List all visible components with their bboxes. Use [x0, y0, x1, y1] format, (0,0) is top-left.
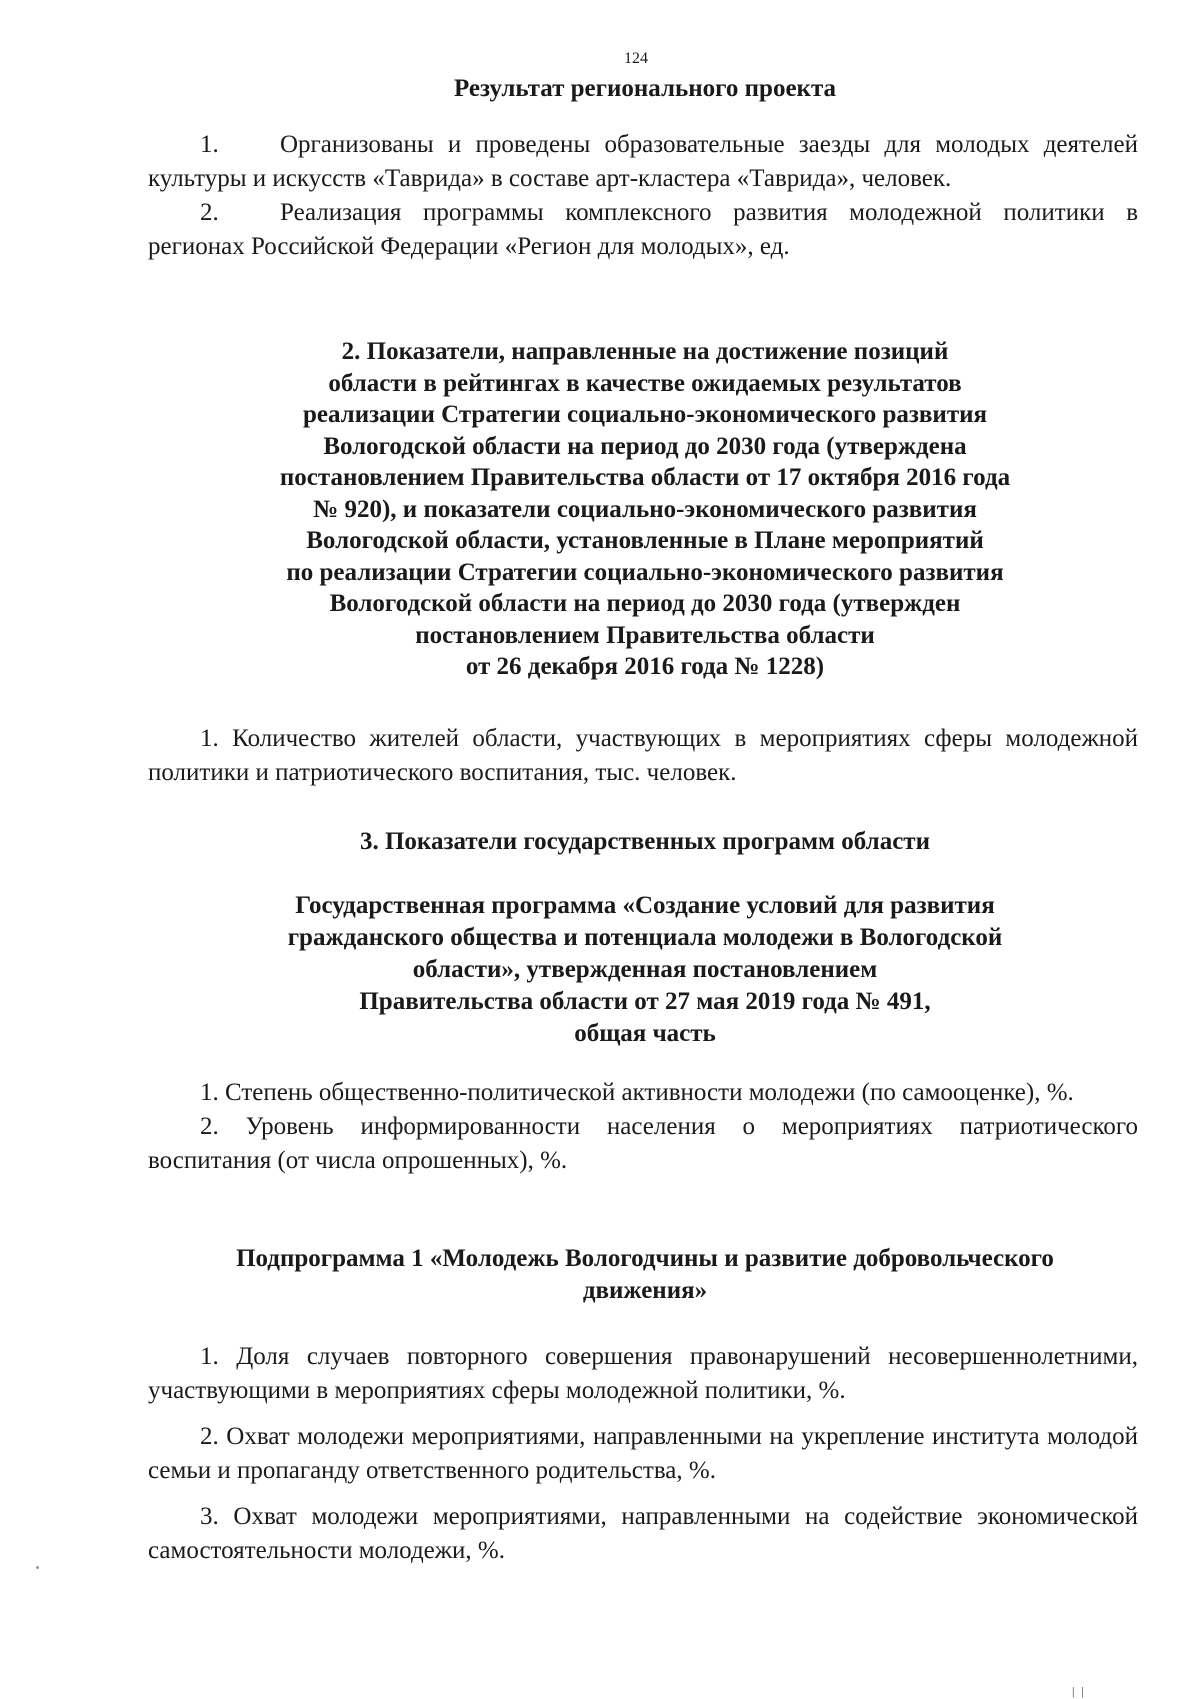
- heading-line: постановлением Правительства области: [415, 621, 875, 649]
- heading-line: № 920), и показатели социально-экономического развития: [313, 495, 977, 523]
- list-item: 3. Охват молодежи мероприятиями, направленными на содействие экономической самостоятельности молодежи, %.: [148, 1503, 1138, 1564]
- subprogram-heading: [150, 1243, 1140, 1307]
- section-3-heading: 3. Показатели государственных программ области: [359, 828, 930, 855]
- heading-line: области», утвержденная постановлением: [412, 956, 878, 983]
- item-text: Организованы и проведены образовательные заезды для молодых деятелей культуры и искусств «Таврида» в составе арт-кластера «Таврида», человек.: [148, 131, 1138, 192]
- page-title: Результат регионального проекта: [453, 75, 837, 102]
- heading-line: гражданского общества и потенциала молодежи в Вологодской: [287, 924, 1003, 951]
- list-item: [148, 196, 1138, 264]
- section-2-list: [148, 722, 1138, 790]
- list-item: 1. Доля случаев повторного совершения правонарушений несовершеннолетними, участвующими в мероприятиях сферы молодежной политики, %.: [148, 1343, 1138, 1404]
- program-indicators-list: [148, 1076, 1138, 1178]
- heading-line: Вологодской области, установленные в Плане мероприятий: [306, 527, 984, 554]
- page-number: 124: [624, 50, 648, 67]
- list-item: 1. Степень общественно-политической активности молодежи (по самооценке), %.: [200, 1079, 1074, 1106]
- heading-line: общая часть: [574, 1020, 716, 1047]
- scan-speck: [36, 1566, 39, 1569]
- footer-mark: | |: [1072, 1684, 1086, 1698]
- heading-line: области в рейтингах в качестве ожидаемых результатов: [328, 369, 962, 397]
- subprogram-indicators-list: [148, 1340, 1138, 1568]
- list-item: [148, 128, 1138, 196]
- heading-line: движения»: [582, 1277, 708, 1304]
- item-number: 2.: [200, 199, 219, 226]
- section-2-heading: [150, 336, 1140, 683]
- heading-line: реализации Стратегии социально-экономического развития: [302, 401, 988, 428]
- list-item: 2. Уровень информированности населения о мероприятиях патриотического воспитания (от числа опрошенных), %.: [148, 1113, 1138, 1174]
- item-number: 1.: [200, 131, 219, 158]
- heading-line: от 26 декабря 2016 года № 1228): [465, 653, 825, 680]
- list-item: 2. Охват молодежи мероприятиями, направленными на укрепление института молодой семьи и пропаганду ответственного родительства, %.: [148, 1423, 1138, 1484]
- heading-line: постановлением Правительства области от 17 октября 2016 года: [279, 464, 1011, 491]
- heading-line: Подпрограмма 1 «Молодежь Вологодчины и развитие добровольческого: [236, 1245, 1054, 1272]
- heading-line: 2. Показатели, направленные на достижение позиций: [341, 338, 949, 365]
- heading-line: Вологодской области на период до 2030 года (утвержден: [329, 590, 961, 617]
- heading-line: Вологодской области на период до 2030 года (утверждена: [323, 432, 967, 460]
- heading-line: по реализации Стратегии социально-экономического развития: [286, 558, 1004, 586]
- list-item: 1. Количество жителей области, участвующих в мероприятиях сферы молодежной политики и патриотического воспитания, тыс. человек.: [148, 725, 1138, 786]
- regional-results-list: [148, 128, 1138, 264]
- item-text: Реализация программы комплексного развития молодежной политики в регионах Российской Федерации «Регион для молодых», ед.: [148, 199, 1138, 260]
- heading-line: Правительства области от 27 мая 2019 года № 491,: [359, 988, 931, 1015]
- heading-line: Государственная программа «Создание условий для развития: [295, 892, 995, 919]
- program-heading: [150, 890, 1140, 1050]
